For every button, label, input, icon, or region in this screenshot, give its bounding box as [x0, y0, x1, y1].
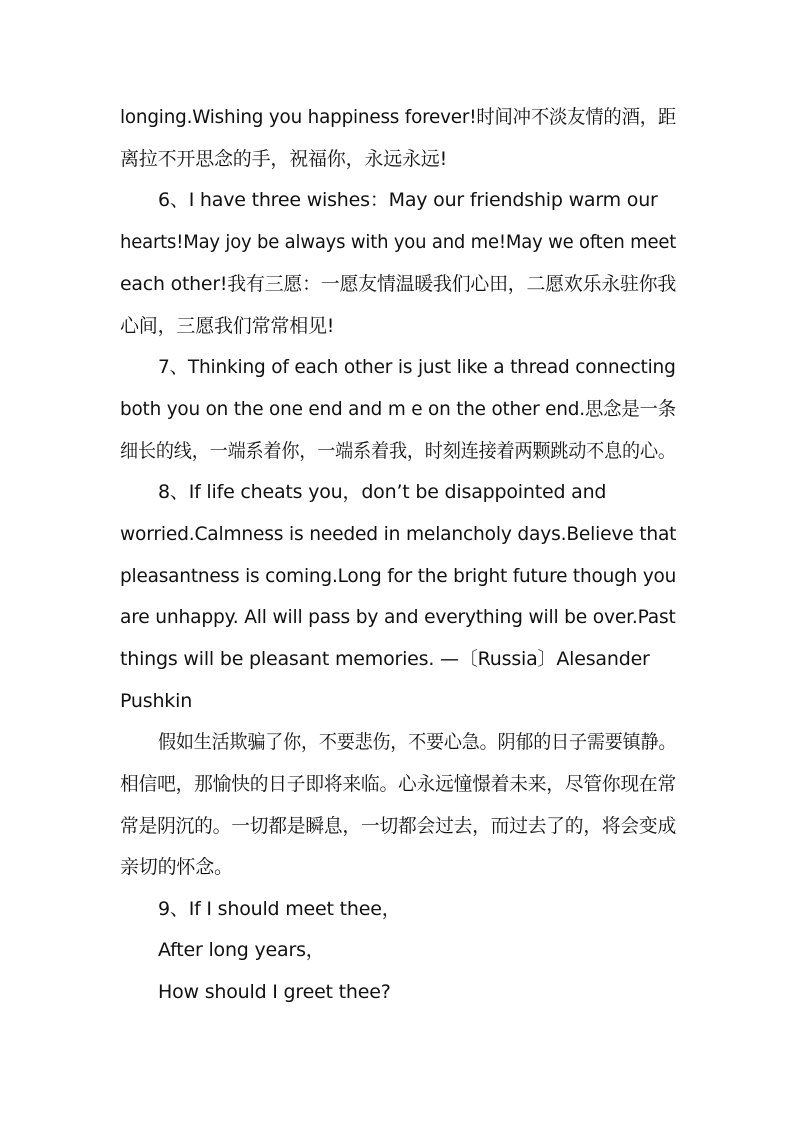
text-line: 假如生活欺骗了你，不要悲伤，不要心急。阴郁的日子需要镇静。 — [158, 731, 677, 753]
text-line: 9、If I should meet thee， — [158, 898, 401, 920]
text-line: 亲切的怀念。 — [120, 856, 233, 878]
text-line: 离拉不开思念的手，祝福你，永远永远! — [120, 148, 448, 170]
text-line: longing.Wishing you happiness forever!时间冲不淡友情的酒，距 — [120, 106, 677, 128]
text-line: 7、Thinking of each other is just like a thread connecting — [158, 356, 676, 378]
text-line: things will be pleasant memories. —〔Russia〕Alesander — [120, 648, 650, 670]
text-line: 相信吧，那愉快的日子即将来临。心永远憧憬着未来，尽管你现在常 — [120, 773, 677, 795]
text-line: 6、I have three wishes：May our friendship warm our — [158, 189, 658, 211]
text-line: How should I greet thee? — [158, 981, 391, 1003]
text-line: worried.Calmness is needed in melancholy days.Believe that — [120, 523, 677, 545]
text-line: 8、If life cheats you，don’t be disappointed and — [158, 481, 607, 503]
text-line: are unhappy. All will pass by and everything will be over.Past — [120, 606, 676, 628]
text-line: pleasantness is coming.Long for the bright future though you — [120, 565, 677, 587]
text-line: 细长的线，一端系着你，一端系着我，时刻连接着两颗跳动不息的心。 — [120, 440, 676, 462]
text-line: 常是阴沉的。一切都是瞬息，一切都会过去，而过去了的，将会变成 — [120, 815, 677, 837]
text-line: both you on the one end and m e on the other end.思念是一条 — [120, 398, 676, 420]
text-line: hearts!May joy be always with you and me!May we often meet — [120, 231, 677, 253]
text-line: Pushkin — [120, 690, 193, 712]
text-line: After long years， — [158, 939, 325, 961]
text-line: each other!我有三愿：一愿友情温暖我们心田，二愿欢乐永驻你我 — [120, 273, 677, 295]
text-line: 心间，三愿我们常常相见! — [120, 315, 335, 337]
